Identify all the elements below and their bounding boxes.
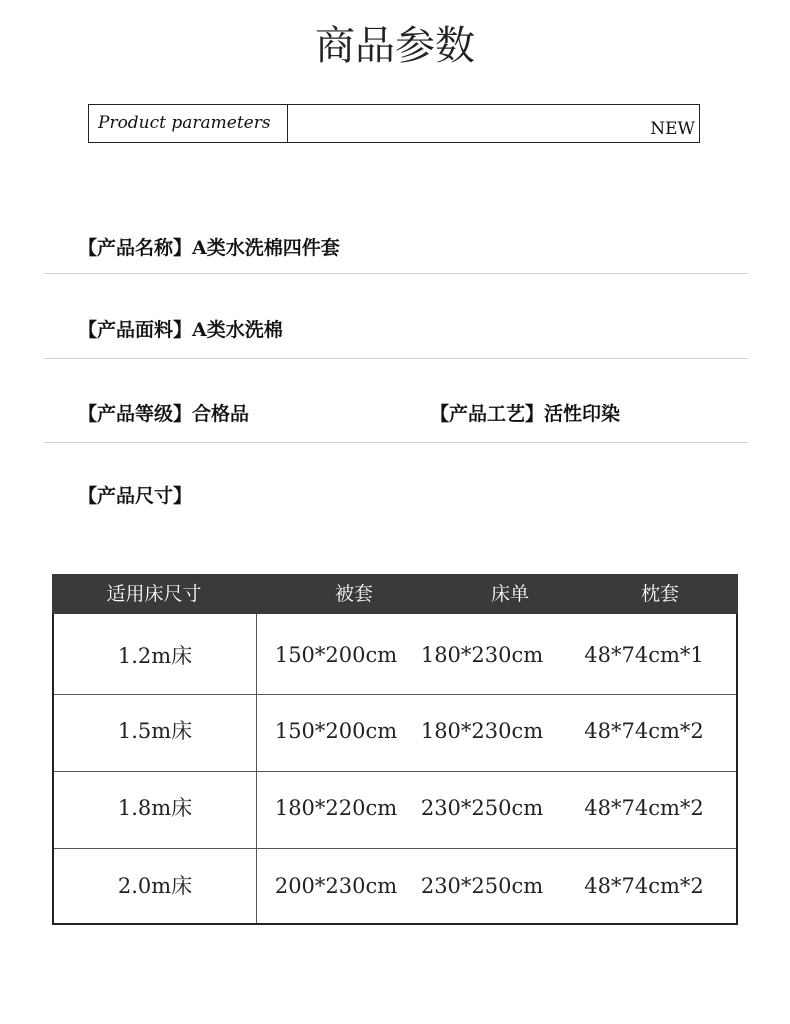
duvet-cover-cell: 150*200cm bbox=[274, 719, 398, 743]
product-craft: 【产品工艺】活性印染 bbox=[430, 403, 621, 425]
new-badge: NEW bbox=[650, 119, 695, 139]
divider bbox=[44, 442, 748, 443]
bed-size-cell: 2.0m床 bbox=[117, 874, 193, 898]
bed-size-cell: 1.8m床 bbox=[117, 796, 193, 820]
bed-sheet-cell: 180*230cm bbox=[420, 643, 544, 667]
bed-sheet-cell: 180*230cm bbox=[420, 719, 544, 743]
pillowcase-cell: 48*74cm*2 bbox=[584, 796, 704, 820]
bed-sheet-cell: 230*250cm bbox=[420, 796, 544, 820]
product-name: 【产品名称】A类水洗棉四件套 bbox=[78, 237, 340, 259]
size-table bbox=[52, 574, 738, 925]
product-grade: 【产品等级】合格品 bbox=[78, 403, 250, 425]
row-divider bbox=[54, 771, 736, 772]
header-bed-sheet: 床单 bbox=[490, 583, 529, 605]
header-bed-size: 适用床尺寸 bbox=[106, 583, 202, 605]
pillowcase-cell: 48*74cm*2 bbox=[584, 874, 704, 898]
row-divider bbox=[54, 694, 736, 695]
header-duvet-cover: 被套 bbox=[334, 583, 373, 605]
product-size-label: 【产品尺寸】 bbox=[78, 485, 193, 507]
divider bbox=[44, 273, 748, 274]
table-header bbox=[52, 574, 738, 614]
page-title: 商品参数 bbox=[315, 23, 475, 69]
divider bbox=[44, 358, 748, 359]
product-fabric: 【产品面料】A类水洗棉 bbox=[78, 319, 283, 341]
bed-size-cell: 1.5m床 bbox=[117, 719, 193, 743]
row-divider bbox=[54, 848, 736, 849]
duvet-cover-cell: 150*200cm bbox=[274, 643, 398, 667]
column-divider bbox=[256, 614, 257, 923]
header-pillowcase: 枕套 bbox=[640, 583, 679, 605]
bed-sheet-cell: 230*250cm bbox=[420, 874, 544, 898]
pillowcase-cell: 48*74cm*1 bbox=[584, 643, 704, 667]
duvet-cover-cell: 180*220cm bbox=[274, 796, 398, 820]
product-parameters-banner bbox=[88, 104, 700, 143]
product-parameters-label: Product parameters bbox=[89, 105, 288, 142]
pillowcase-cell: 48*74cm*2 bbox=[584, 719, 704, 743]
bed-size-cell: 1.2m床 bbox=[117, 644, 193, 668]
duvet-cover-cell: 200*230cm bbox=[274, 874, 398, 898]
